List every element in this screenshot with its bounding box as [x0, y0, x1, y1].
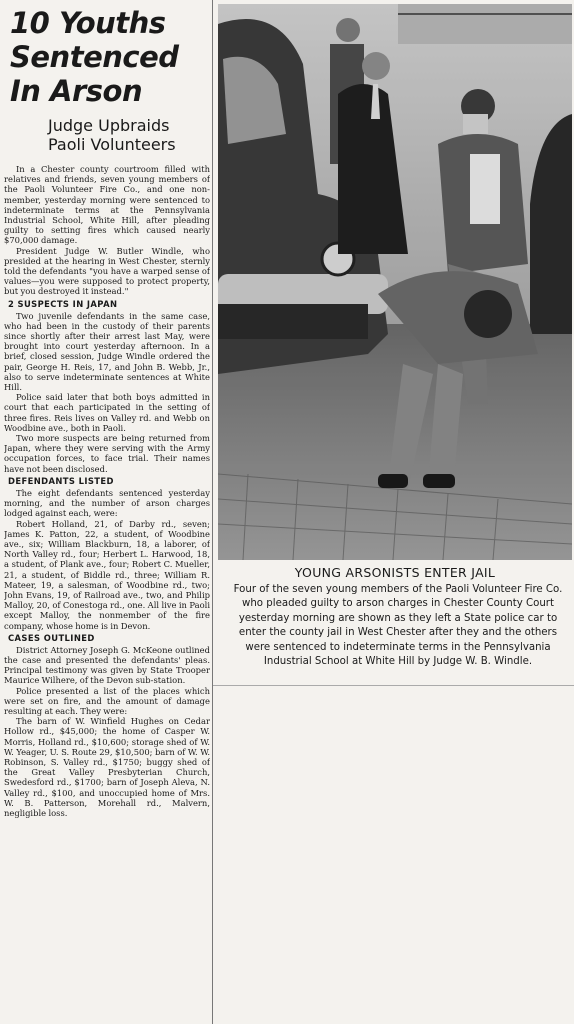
column-divider [212, 0, 213, 1024]
paragraph: Robert Holland, 21, of Darby rd., seven; James K. Patton, 22, a student, of Woodbine ave., six; William Blackburn, 18, a laborer, of North Valley rd., four; Herbert L. Harwood, 18, a student, of Plank ave., four; Robert C. Mueller, 21, a student, of Biddle rd., three; William R. Mateer, 19, a salesman, of Woodbine rd., two; John Evans, 19, of Railroad ave., two, and Philip Malloy, 20, of Conestoga rd., one. All live in Paoli except Malloy, the nonmember of the fire company, whose home is in Devon. [4, 518, 210, 631]
news-photo [218, 4, 572, 560]
paragraph: District Attorney Joseph G. McKeone outlined the case and presented the defendants' pleas. Principal testimony was given by State Trooper Maurice Wilhere, of the Devon sub-station. [4, 644, 210, 686]
section-heading: DEFENDANTS LISTED [8, 475, 114, 486]
paragraph: Two more suspects are being returned from Japan, where they were serving with the Army occupation forces, to face trial. Their names have not been disclosed. [4, 433, 210, 474]
section-heading: CASES OUTLINED [8, 632, 95, 643]
paragraph: The barn of W. Winfield Hughes on Cedar Hollow rd., $45,000; the home of Casper W. Morris, Holland rd., $10,600; storage shed of W. W. Yeager, U. S. Route 29, $10,500; barn of W. W. Robinson, S. Valley rd., $1750; buggy shed of the Great Valley Presbyterian Church, Swedesford rd., $1700; barn of Joseph Aleva, N. Valley rd., $100, and unoccupied home of Mrs. W. B. Patterson, Morehall rd., Malvern, negligible loss. [4, 716, 210, 818]
section-heading: 2 SUSPECTS IN JAPAN [8, 298, 118, 309]
subheadline-line: Paoli Volunteers [48, 135, 176, 154]
paragraph: Police presented a list of the places which were set on fire, and the amount of damage resulting at each. They were: [4, 685, 210, 716]
headline-line: In Arson [10, 74, 143, 108]
headline [10, 6, 210, 108]
subheadline-line: Judge Upbraids [48, 116, 170, 135]
paragraph: President Judge W. Butler Windle, who presided at the hearing in West Chester, sternly told the defendants "you have a warped sense of values—you were supposed to protect property, but you destroyed it instead." [4, 245, 210, 297]
photo-caption-title: YOUNG ARSONISTS ENTER JAIL [294, 565, 496, 580]
paragraph: Two juvenile defendants in the same case, who had been in the custody of their parents since shortly after their arrest last May, were brought into court yesterday afternoon. In a brief, closed session, Judge Windle ordered the pair, George H. Reis, 17, and John B. Webb, Jr., also to serve indeterminate sentences at White Hill. [4, 310, 210, 393]
paragraph: Police said later that both boys admitted in court that each participated in the setting of three fires. Reis lives on Valley rd. and Webb on Woodbine ave., both in Paoli. [4, 392, 210, 433]
caption-divider [213, 685, 574, 686]
headline-line: Sentenced [10, 40, 179, 74]
paragraph: The eight defendants sentenced yesterday morning, and the number of arson charges lodged against each, were: [4, 487, 210, 519]
headline-line: 10 Youths [10, 6, 166, 40]
article-body [4, 164, 210, 818]
photo-illustration [218, 4, 572, 560]
paragraph: In a Chester county courtroom filled with relatives and friends, seven young members of the Paoli Volunteer Fire Co., and one non-member, yesterday morning were sentenced to indeterminate terms at the Pennsylvania Industrial School, White Hill, after pleading guilty to setting fires which caused nearly $70,000 damage. [4, 164, 210, 246]
subheadline [48, 116, 210, 154]
article-column [4, 4, 210, 1020]
photo-caption: Four of the seven young members of the Paoli Volunteer Fire Co. who pleaded guilty to arson charges in Chester County Court yesterday morning are shown as they left a State police car to enter the county jail in West Chester after they and the others were sentenced to indeterminate terms in the Pennsylvania Industrial School at White Hill by Judge W. B. Windle. [233, 584, 563, 668]
